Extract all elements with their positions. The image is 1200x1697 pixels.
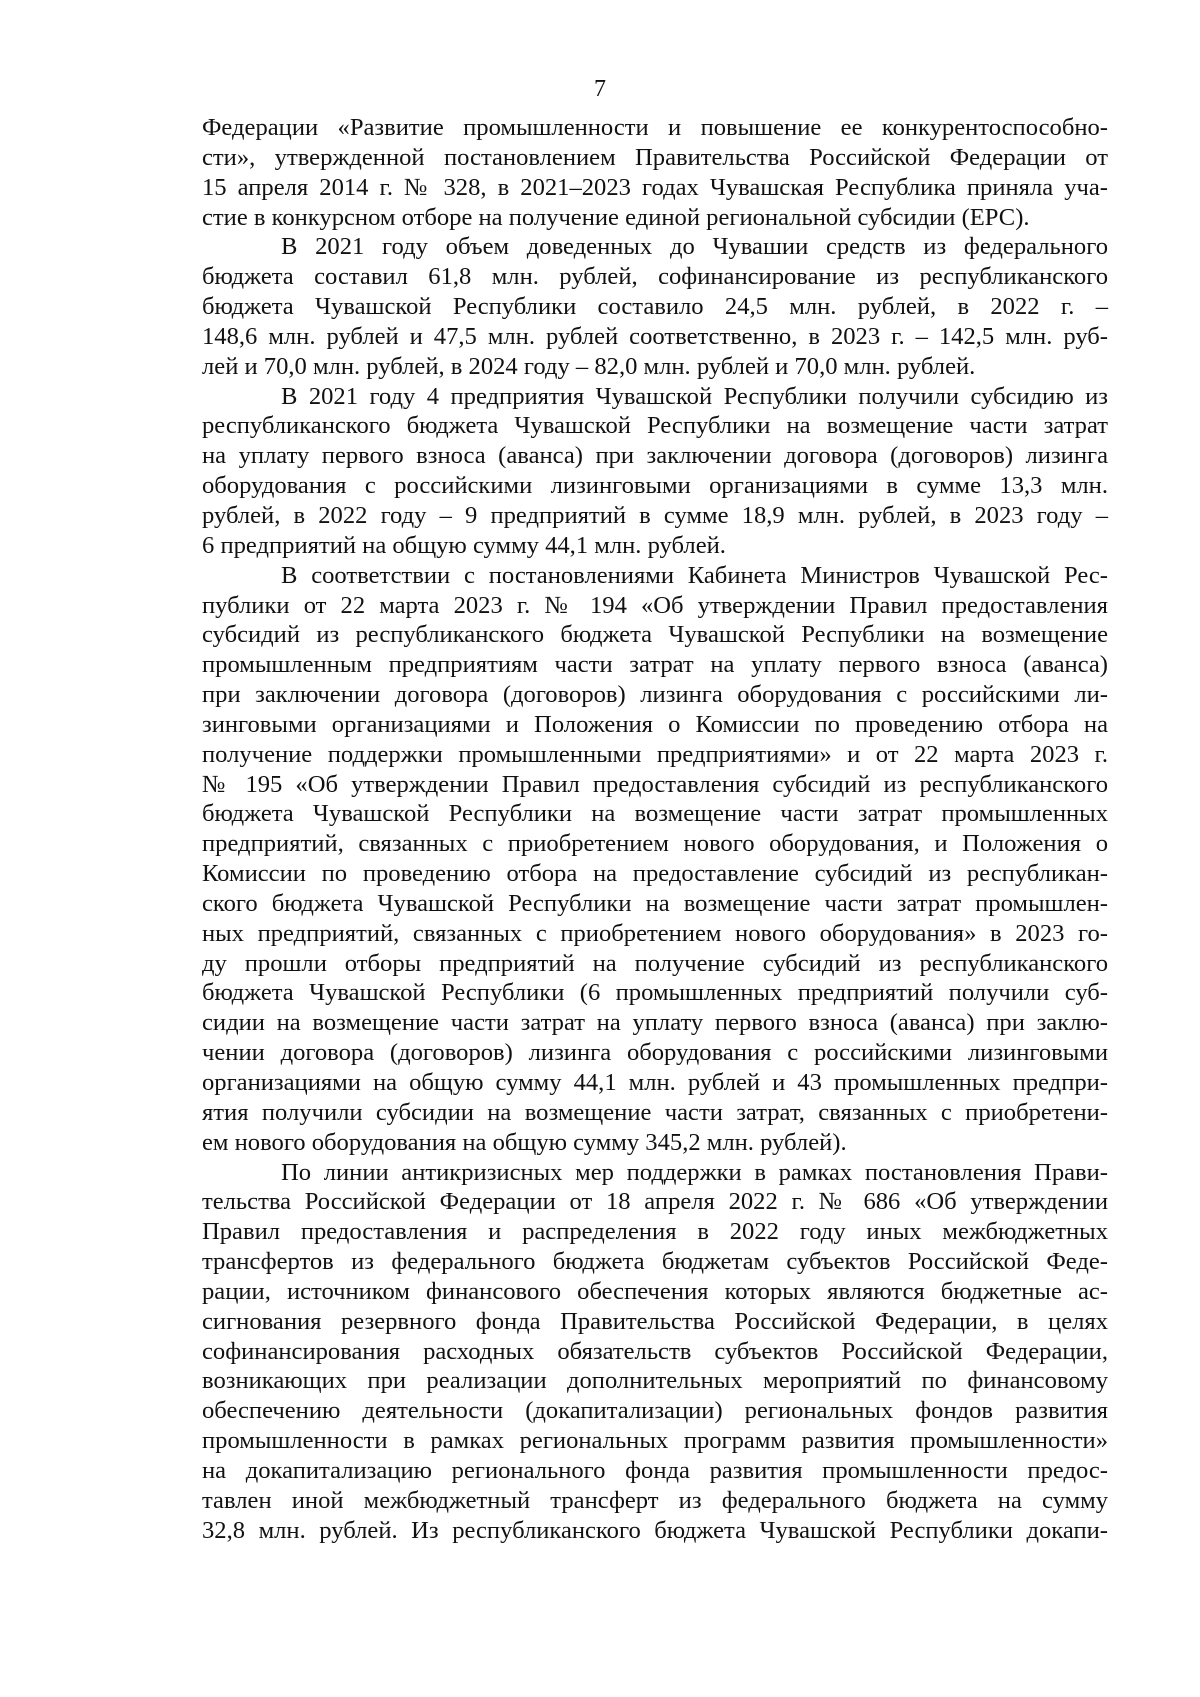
text-line: сигнования резервного фонда Правительства Российской Федерации, в целях: [202, 1307, 1108, 1335]
text-line: предприятий, связанных с приобретением нового оборудования, и Положения о: [202, 830, 1108, 858]
text-line: В 2021 году объем доведенных до Чувашии средств из федерального: [281, 233, 1108, 261]
text-line: 148,6 млн. рублей и 47,5 млн. рублей соответственно, в 2023 г. – 142,5 млн. руб-: [202, 322, 1108, 350]
text-line: рублей, в 2022 году – 9 предприятий в сумме 18,9 млн. рублей, в 2023 году –: [202, 501, 1108, 529]
text-line: рации, источником финансового обеспечения которых являются бюджетные ас-: [202, 1277, 1108, 1305]
text-line: 32,8 млн. рублей. Из республиканского бюджета Чувашской Республики докапи-: [202, 1516, 1108, 1544]
text-line: получение поддержки промышленными предприятиями» и от 22 марта 2023 г.: [202, 740, 1108, 768]
text-line: № 195 «Об утверждении Правил предоставления субсидий из республиканского: [202, 770, 1108, 798]
text-line: на уплату первого взноса (аванса) при заключении договора (договоров) лизинга: [202, 442, 1108, 470]
text-line: на докапитализацию регионального фонда развития промышленности предос-: [202, 1456, 1108, 1484]
text-line: ду прошли отборы предприятий на получение субсидий из республиканского: [202, 949, 1108, 977]
text-line: возникающих при реализации дополнительных мероприятий по финансовому: [202, 1367, 1108, 1395]
text-line: 15 апреля 2014 г. № 328, в 2021–2023 годах Чувашская Республика приняла уча-: [202, 173, 1108, 201]
text-line: софинансирования расходных обязательств субъектов Российской Федерации,: [202, 1337, 1108, 1365]
text-line: трансфертов из федерального бюджета бюджетам субъектов Российской Феде-: [202, 1248, 1108, 1276]
text-line: По линии антикризисных мер поддержки в рамках постановления Прави-: [281, 1158, 1108, 1186]
text-line: ем нового оборудования на общую сумму 345,2 млн. рублей).: [202, 1128, 847, 1156]
text-line: чении договора (договоров) лизинга оборудования с российскими лизинговыми: [202, 1039, 1108, 1067]
text-line: ского бюджета Чувашской Республики на возмещение части затрат промышлен-: [202, 889, 1108, 917]
text-line: бюджета Чувашской Республики на возмещение части затрат промышленных: [202, 800, 1108, 828]
text-line: ных предприятий, связанных с приобретением нового оборудования» в 2023 го-: [202, 919, 1108, 947]
text-line: тавлен иной межбюджетный трансферт из федерального бюджета на сумму: [202, 1486, 1108, 1514]
text-line: бюджета составил 61,8 млн. рублей, софинансирование из республиканского: [202, 263, 1108, 291]
text-line: Комиссии по проведению отбора на предоставление субсидий из республикан-: [202, 860, 1108, 888]
paragraph: [202, 232, 1108, 381]
text-line: оборудования с российскими лизинговыми организациями в сумме 13,3 млн.: [202, 472, 1108, 500]
text-line: бюджета Чувашской Республики (6 промышленных предприятий получили суб-: [202, 979, 1108, 1007]
text-line: 6 предприятий на общую сумму 44,1 млн. рублей.: [202, 531, 726, 559]
text-line: стие в конкурсном отборе на получение единой региональной субсидии (ЕРС).: [202, 203, 1030, 231]
text-line: ятия получили субсидии на возмещение части затрат, связанных с приобретени-: [202, 1098, 1108, 1126]
text-line: промышленным предприятиям части затрат на уплату первого взноса (аванса): [202, 651, 1108, 679]
document-body: [202, 113, 1108, 1546]
text-line: сидии на возмещение части затрат на уплату первого взноса (аванса) при заклю-: [202, 1009, 1108, 1037]
text-line: бюджета Чувашской Республики составило 24,5 млн. рублей, в 2022 г. –: [202, 293, 1108, 321]
paragraph: [202, 382, 1108, 561]
paragraph: [202, 1158, 1108, 1546]
text-line: при заключении договора (договоров) лизинга оборудования с российскими ли-: [202, 681, 1108, 709]
paragraph: [202, 561, 1108, 1158]
text-line: зинговыми организациями и Положения о Комиссии по проведению отбора на: [202, 710, 1108, 738]
text-line: Федерации «Развитие промышленности и повышение ее конкурентоспособно-: [202, 114, 1108, 141]
text-line: В 2021 году 4 предприятия Чувашской Республики получили субсидию из: [281, 382, 1108, 410]
text-line: промышленности в рамках региональных программ развития промышленности»: [202, 1427, 1108, 1455]
text-line: республиканского бюджета Чувашской Республики на возмещение части затрат: [202, 412, 1108, 440]
text-line: обеспечению деятельности (докапитализации) региональных фондов развития: [202, 1397, 1108, 1425]
paragraph: [202, 113, 1108, 232]
page-number: 7: [594, 76, 606, 102]
text-line: организациями на общую сумму 44,1 млн. рублей и 43 промышленных предпри-: [202, 1069, 1108, 1096]
text-line: публики от 22 марта 2023 г. № 194 «Об утверждении Правил предоставления: [202, 591, 1108, 619]
text-line: тельства Российской Федерации от 18 апреля 2022 г. № 686 «Об утверждении: [202, 1188, 1108, 1216]
text-line: субсидий из республиканского бюджета Чувашской Республики на возмещение: [202, 621, 1108, 649]
text-line: В соответствии с постановлениями Кабинета Министров Чувашской Рес-: [281, 561, 1108, 589]
text-line: сти», утвержденной постановлением Правительства Российской Федерации от: [202, 143, 1108, 171]
text-line: лей и 70,0 млн. рублей, в 2024 году – 82,0 млн. рублей и 70,0 млн. рублей.: [202, 352, 976, 380]
text-line: Правил предоставления и распределения в 2022 году иных межбюджетных: [202, 1218, 1108, 1246]
